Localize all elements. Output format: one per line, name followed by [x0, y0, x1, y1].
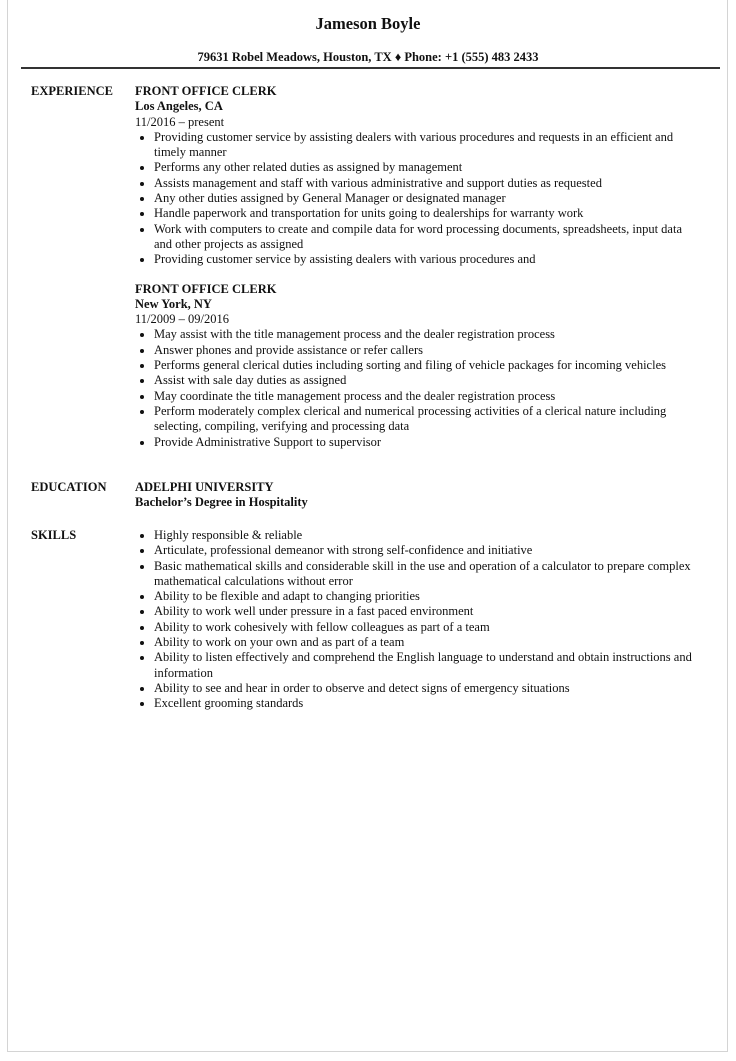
list-item: • May coordinate the title management process and the dealer registration process [154, 389, 702, 404]
skills-body [135, 528, 702, 712]
resume-name: Jameson Boyle [315, 14, 421, 33]
list-item: • Ability to work well under pressure in a fast paced environment [154, 604, 702, 619]
job-location: New York, NY [135, 296, 212, 311]
education-body [135, 480, 702, 511]
school-name: ADELPHI UNIVERSITY [135, 480, 274, 494]
list-item: • Any other duties assigned by General Manager or designated manager [154, 191, 702, 206]
job-duties-list [135, 130, 702, 268]
skills-list [135, 528, 702, 712]
list-item: • May assist with the title management process and the dealer registration process [154, 327, 702, 342]
list-item: • Provide Administrative Support to supervisor [154, 435, 702, 450]
degree: Bachelor’s Degree in Hospitality [135, 495, 308, 510]
list-item: • Work with computers to create and compile data for word processing documents, spreadsheets, input data and other projects as assigned [154, 222, 702, 253]
job-title: FRONT OFFICE CLERK [135, 281, 277, 296]
job-location: Los Angeles, CA [135, 99, 223, 114]
list-item: • Ability to see and hear in order to observe and detect signs of emergency situations [154, 681, 702, 696]
list-item: • Ability to be flexible and adapt to changing priorities [154, 589, 702, 604]
list-item: • Basic mathematical skills and considerable skill in the use and operation of a calculator to prepare complex mathematical calculations without error [154, 559, 702, 590]
list-item: • Highly responsible & reliable [154, 528, 702, 543]
list-item: • Assist with sale day duties as assigned [154, 373, 702, 388]
list-item: • Assists management and staff with various administrative and support duties as requested [154, 176, 702, 191]
job-title: FRONT OFFICE CLERK [135, 84, 277, 98]
list-item: • Articulate, professional demeanor with strong self-confidence and initiative [154, 543, 702, 558]
list-item: • Performs general clerical duties including sorting and filing of vehicle packages for incoming vehicles [154, 358, 702, 373]
list-item: • Performs any other related duties as assigned by management [154, 160, 702, 175]
list-item: • Providing customer service by assisting dealers with various procedures and [154, 252, 702, 267]
list-item: • Ability to listen effectively and comprehend the English language to understand and obtain instructions and information [154, 650, 702, 681]
list-item: • Handle paperwork and transportation for units going to dealerships for warranty work [154, 206, 702, 221]
job-duties-list [135, 327, 702, 449]
list-item: • Ability to work cohesively with fellow colleagues as part of a team [154, 620, 702, 635]
header-divider [21, 67, 720, 69]
job-entry [135, 84, 702, 268]
list-item: • Excellent grooming standards [154, 696, 702, 711]
list-item: • Ability to work on your own and as part of a team [154, 635, 702, 650]
experience-heading: EXPERIENCE [31, 84, 113, 98]
list-item: • Answer phones and provide assistance or refer callers [154, 343, 702, 358]
job-dates: 11/2009 – 09/2016 [135, 312, 229, 327]
job-dates: 11/2016 – present [135, 114, 225, 129]
education-heading: EDUCATION [31, 480, 107, 494]
list-item: • Perform moderately complex clerical and numerical processing activities of a clerical nature including selecting, compiling, verifying and processing data [154, 404, 702, 435]
job-entry [135, 282, 702, 450]
list-item: • Providing customer service by assisting dealers with various procedures and requests in an efficient and timely manner [154, 130, 702, 161]
experience-body [135, 84, 702, 450]
contact-line: 79631 Robel Meadows, Houston, TX ♦ Phone: +1 (555) 483 2433 [197, 50, 539, 64]
skills-heading: SKILLS [31, 528, 77, 542]
